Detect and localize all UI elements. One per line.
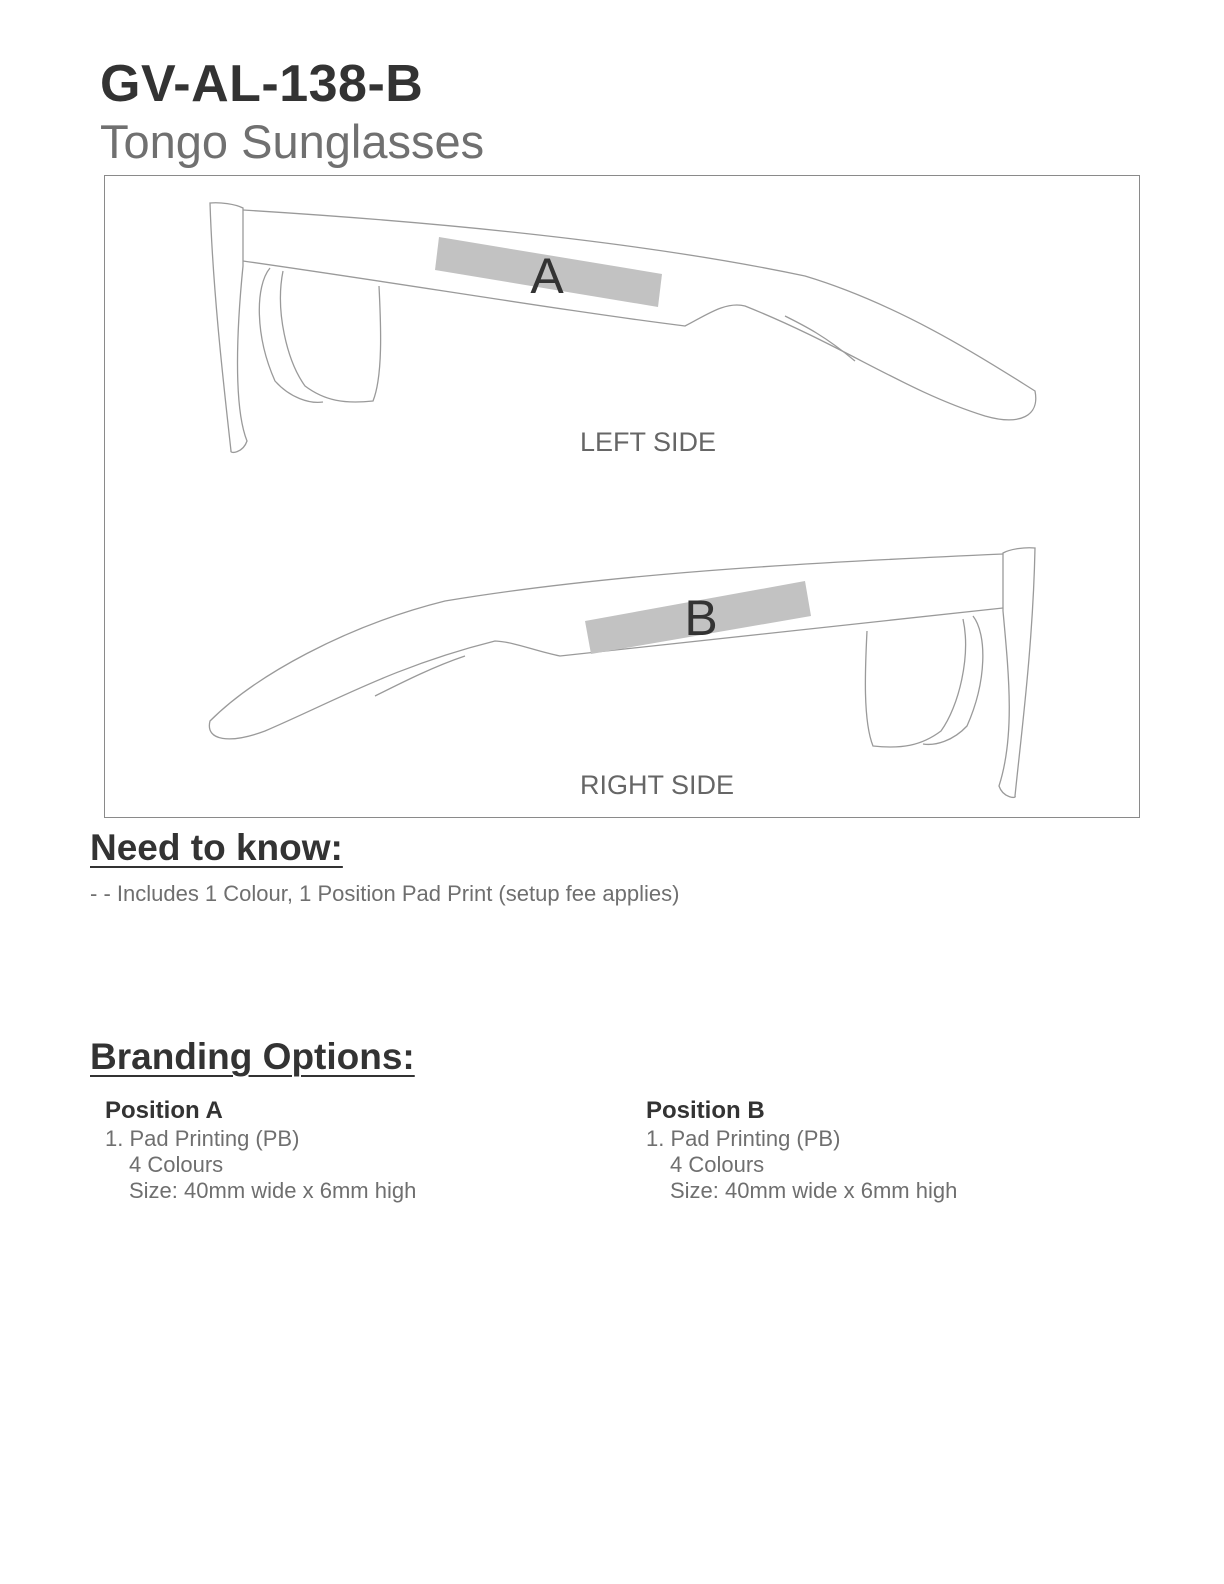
left-temple-inner [785,316,855,361]
position-a-details [105,1097,565,1204]
sunglasses-drawing [105,176,1141,819]
position-b-colours: 4 Colours [670,1151,765,1177]
position-a-colours: 4 Colours [129,1151,224,1177]
left-lens-edge [280,271,380,402]
position-a-marker: A [530,248,564,304]
need-to-know-heading: Need to know: [90,827,343,868]
product-name: Tongo Sunglasses [100,115,485,168]
right-nose-pad [923,616,983,744]
position-b-method: 1. Pad Printing (PB) [646,1125,841,1151]
right-lens-edge [865,619,965,747]
position-a-size: Size: 40mm wide x 6mm high [129,1177,417,1203]
position-b-size: Size: 40mm wide x 6mm high [670,1177,958,1203]
need-to-know-item: - - Includes 1 Colour, 1 Position Pad Print (setup fee applies) [90,881,680,906]
left-frame-front [210,203,247,453]
position-b-marker: B [684,590,718,646]
left-side-label: LEFT SIDE [580,427,717,457]
branding-diagram [104,175,1140,818]
product-code: GV-AL-138-B [100,55,424,113]
right-frame-front [999,548,1035,798]
position-a-method: 1. Pad Printing (PB) [105,1125,300,1151]
left-nose-pad [259,268,323,402]
branding-options-heading: Branding Options: [90,1036,415,1077]
right-side-label: RIGHT SIDE [580,770,735,800]
position-a-title: Position A [105,1097,223,1124]
position-b-title: Position B [646,1097,765,1124]
left-temple-arm [243,210,1036,420]
position-b-details [646,1097,1106,1204]
